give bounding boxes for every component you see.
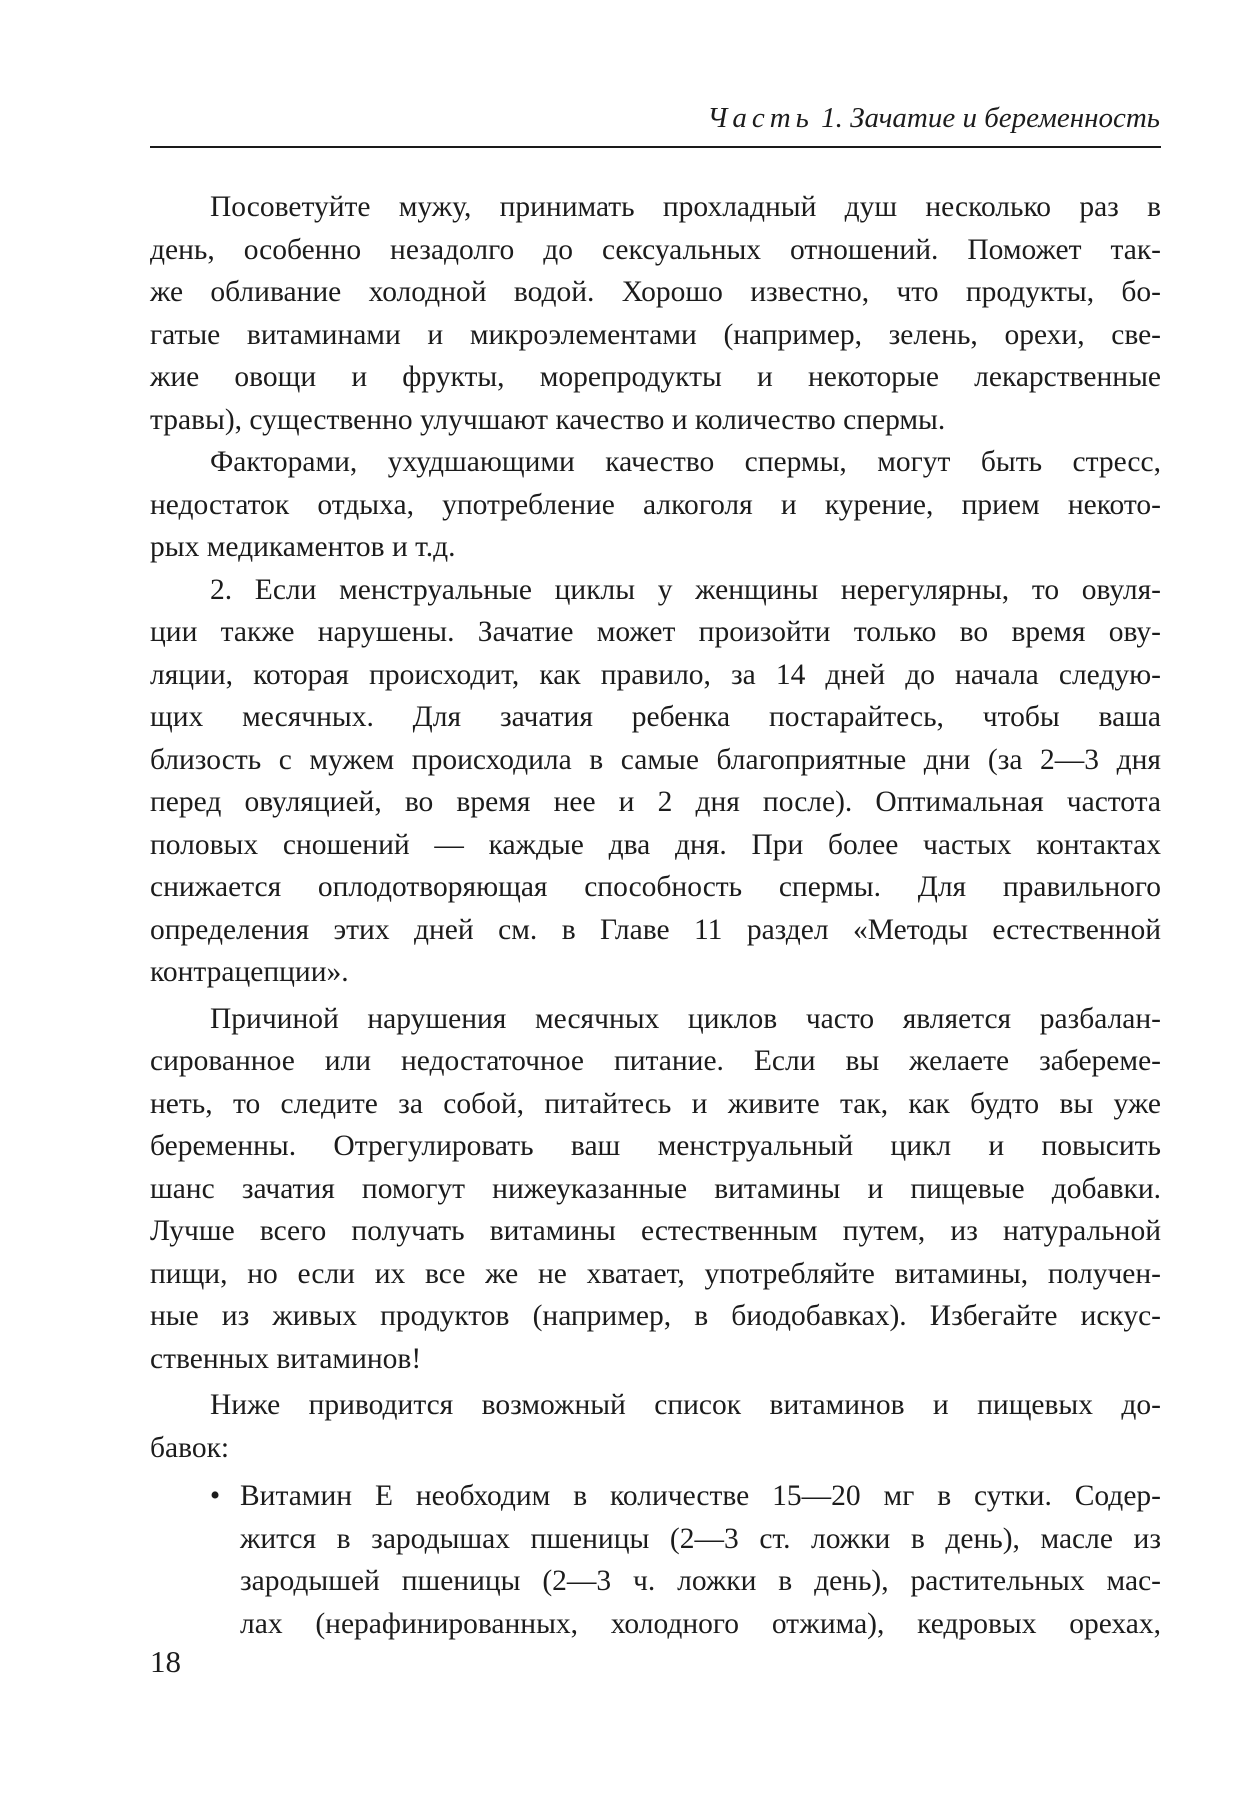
paragraph [150, 1384, 1161, 1469]
header-rule [150, 146, 1161, 148]
text-line: Ниже приводится возможный список витаминов и пищевых до- [210, 1389, 1161, 1421]
text-line: определения этих дней см. в Главе 11 раздел «Методы естественной [150, 913, 1161, 946]
text-line: рых медикаментов и т.д. [150, 531, 456, 563]
page-number: 18 [150, 1644, 181, 1679]
bullet-list [150, 1475, 1161, 1645]
text-line: половых сношений — каждые два дня. При более частых контактах [150, 828, 1161, 861]
text-line: ные из живых продуктов (например, в биодобавках). Избегайте искус- [150, 1300, 1161, 1332]
text-line: ственных витаминов! [150, 1342, 422, 1375]
paragraph [150, 569, 1161, 994]
text-line: жие овощи и фрукты, морепродукты и некоторые лекарственные [150, 361, 1161, 393]
paragraph [150, 998, 1161, 1381]
header-part-word: Часть [707, 102, 814, 134]
text-line: снижается оплодотворяющая способность спермы. Для правильного [150, 871, 1161, 903]
text-line: неть, то следите за собой, питайтесь и живите так, как будто вы уже [150, 1087, 1161, 1120]
text-line: близость с мужем происходила в самые благоприятные дни (за 2—3 дня [150, 743, 1161, 776]
text-line: жится в зародышах пшеницы (2—3 ст. ложки в день), масле из [240, 1522, 1161, 1555]
text-line: Лучше всего получать витамины естественным путем, из натуральной [150, 1215, 1161, 1247]
text-line: шанс зачатия помогут нижеуказанные витамины и пищевые добавки. [150, 1172, 1161, 1205]
text-line: бавок: [150, 1431, 230, 1464]
text-line: Факторами, ухудшающими качество спермы, могут быть стресс, [210, 446, 1161, 478]
text-line: ляции, которая происходит, как правило, за 14 дней до начала следую- [150, 658, 1161, 691]
text-line: сированное или недостаточное питание. Если вы желаете забереме- [150, 1045, 1161, 1077]
text-line: гатые витаминами и микроэлементами (например, зелень, орехи, све- [150, 318, 1161, 351]
bullet-icon: • [209, 1480, 221, 1512]
list-item [150, 1475, 1161, 1645]
text-line: ции также нарушены. Зачатие может произойти только во время ову- [150, 616, 1161, 648]
text-line: зародышей пшеницы (2—3 ч. ложки в день), растительных мас- [240, 1565, 1161, 1597]
paragraph [150, 441, 1161, 569]
text-line: недостаток отдыха, употребление алкоголя и курение, прием некото- [150, 488, 1161, 521]
text-line: щих месячных. Для зачатия ребенка постарайтесь, чтобы ваша [150, 701, 1161, 733]
text-line: травы), существенно улучшают качество и количество спермы. [150, 403, 946, 436]
text-line: пищи, но если их все же не хватает, употребляйте витамины, получен- [150, 1257, 1161, 1290]
body-text [150, 186, 1161, 1645]
paragraph-gap [150, 1469, 1161, 1473]
text-line: перед овуляцией, во время нее и 2 дня после). Оптимальная частота [150, 786, 1161, 818]
text-line: день, особенно незадолго до сексуальных отношений. Поможет так- [150, 233, 1161, 266]
text-line: Витамин Е необходим в количестве 15—20 мг в сутки. Содер- [240, 1480, 1161, 1512]
text-line: беременны. Отрегулировать ваш менструальный цикл и повысить [150, 1130, 1161, 1162]
text-line: контрацепции». [150, 956, 349, 988]
text-line: же обливание холодной водой. Хорошо известно, что продукты, бо- [150, 276, 1161, 308]
text-line: 2. Если менструальные циклы у женщины нерегулярны, то овуля- [210, 573, 1161, 606]
text-line: Причиной нарушения месячных циклов часто является разбалан- [210, 1002, 1161, 1035]
running-header [150, 100, 1160, 136]
text-line: лах (нерафинированных, холодного отжима), кедровых орехах, [240, 1607, 1161, 1640]
text-line: Посоветуйте мужу, принимать прохладный душ несколько раз в [210, 191, 1161, 223]
paragraph [150, 186, 1161, 441]
header-title: 1. Зачатие и беременность [813, 102, 1160, 134]
